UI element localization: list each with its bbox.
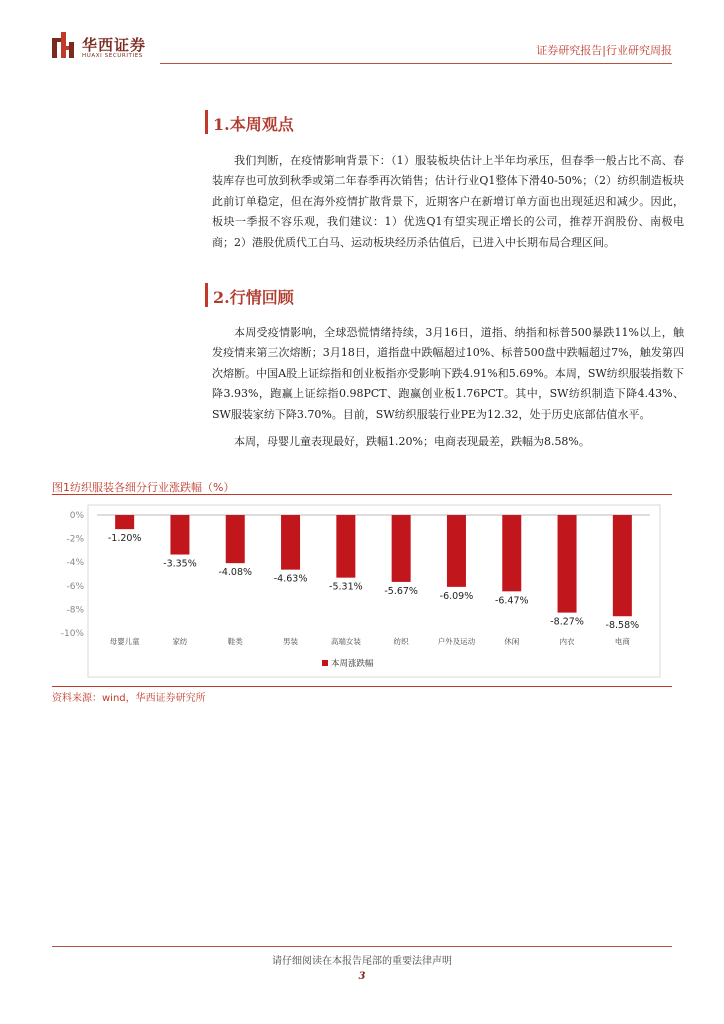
x-category-label: 电商 — [614, 637, 630, 646]
figure-source: 资料来源：wind，华西证券研究所 — [52, 693, 206, 704]
x-category-label: 高端女装 — [330, 637, 361, 646]
legend-swatch — [322, 660, 328, 666]
bar-8 — [502, 515, 521, 591]
section-1-paragraph: 我们判断，在疫情影响背景下：（1）服装板块估计上半年均承压，但春季一般占比不高、春装库存也可放到秋季或第二年春季再次销售；估计行业Q1整体下滑40-50%；（2）纺织制造板块此前订单稳定，但在海外疫情扩散背景下，近期客户在新增订单方面也出现延迟和减少。因此，板块一季报不容乐观，我们建议：1）优选Q1有望实现正增长的公司，推荐开润股份、南极电商；2）港股优质代工白马、运动板块经历杀估值后，已进入中长期布局合理区间。 — [212, 154, 684, 249]
bar-9 — [558, 515, 577, 613]
section-2-paragraph-2: 本周，母婴儿童表现最好，跌幅1.20%；电商表现最差，跌幅为8.58%。 — [234, 435, 590, 448]
bar-2 — [170, 515, 189, 555]
section-2-paragraph-1: 本周受疫情影响，全球恐慌情绪持续，3月16日，道指、纳指和标普500暴跌11%以上，触发疫情来第三次熔断；3月18日，道指盘中跌幅超过10%、标普500盘中跌幅超过7%，触发第四次熔断。中国A股上证综指和创业板指亦受影响下跌4.91%和5.69%。本周，SW纺织服装指数下降3.93%，跑赢上证综指0.98PCT、跑赢创业板1.76PCT。其中，SW纺织制造下降4.43%、SW服装家纺下降3.70%。目前，SW纺织服装行业PE为12.32，处于历史底部估值水平。 — [212, 326, 684, 421]
x-category-label: 休闲 — [504, 637, 520, 646]
data-label: -6.47% — [494, 595, 529, 607]
data-label: -8.58% — [605, 620, 640, 632]
x-category-label: 母婴儿童 — [109, 637, 140, 646]
bar-chart-svg — [52, 497, 672, 683]
x-category-label: 户外及运动 — [437, 637, 476, 646]
x-category-label: 家纺 — [172, 637, 188, 646]
bar-1 — [115, 515, 134, 529]
y-tick-label: -10% — [60, 629, 84, 639]
data-label: -4.63% — [273, 573, 308, 585]
logo-text-en: HUAXI SECURITIES — [82, 53, 143, 59]
footer-divider — [52, 946, 672, 947]
bar-7 — [447, 515, 466, 587]
x-category-label: 纺织 — [393, 637, 409, 646]
header-divider — [160, 63, 672, 64]
y-tick-label: -2% — [66, 534, 84, 545]
y-tick-label: -6% — [66, 581, 84, 592]
x-category-label: 男装 — [283, 637, 299, 646]
data-label: -3.35% — [163, 558, 197, 570]
y-tick-label: 0% — [69, 511, 84, 521]
section-2-title: 2.行情回顾 — [213, 288, 294, 307]
data-label: -1.20% — [107, 533, 142, 545]
data-label: -8.27% — [550, 616, 584, 628]
section-2-marker — [205, 283, 208, 307]
figure-title: 图1纺织服装各细分行业涨跌幅（%） — [52, 481, 235, 494]
x-category-label: 鞋类 — [227, 637, 243, 646]
section-1-marker — [205, 110, 208, 134]
y-tick-label: -4% — [66, 558, 84, 569]
huaxi-logo-icon — [52, 32, 74, 58]
report-type-label: 证券研究报告|行业研究周报 — [536, 44, 672, 57]
y-tick-label: -8% — [66, 605, 84, 616]
x-category-label: 内衣 — [559, 637, 575, 646]
data-label: -5.67% — [384, 585, 418, 597]
data-label: -5.31% — [329, 581, 363, 593]
page-header — [0, 0, 724, 66]
bar-6 — [392, 515, 411, 582]
data-label: -4.08% — [218, 567, 253, 579]
data-label: -6.09% — [439, 590, 474, 602]
bar-4 — [281, 515, 300, 570]
legend-label: 本周涨跌幅 — [331, 659, 374, 669]
bar-chart — [52, 497, 672, 683]
page-number: 3 — [358, 971, 366, 982]
figure-bottom-rule — [52, 686, 672, 687]
figure-top-rule — [52, 494, 672, 495]
bar-10 — [613, 515, 632, 616]
bar-3 — [226, 515, 245, 563]
footer-disclaimer: 请仔细阅读在本报告尾部的重要法律声明 — [272, 956, 452, 967]
bar-5 — [336, 515, 355, 578]
logo-text-cn: 华西证券 — [82, 36, 147, 54]
section-1-title: 1.本周观点 — [213, 115, 294, 134]
